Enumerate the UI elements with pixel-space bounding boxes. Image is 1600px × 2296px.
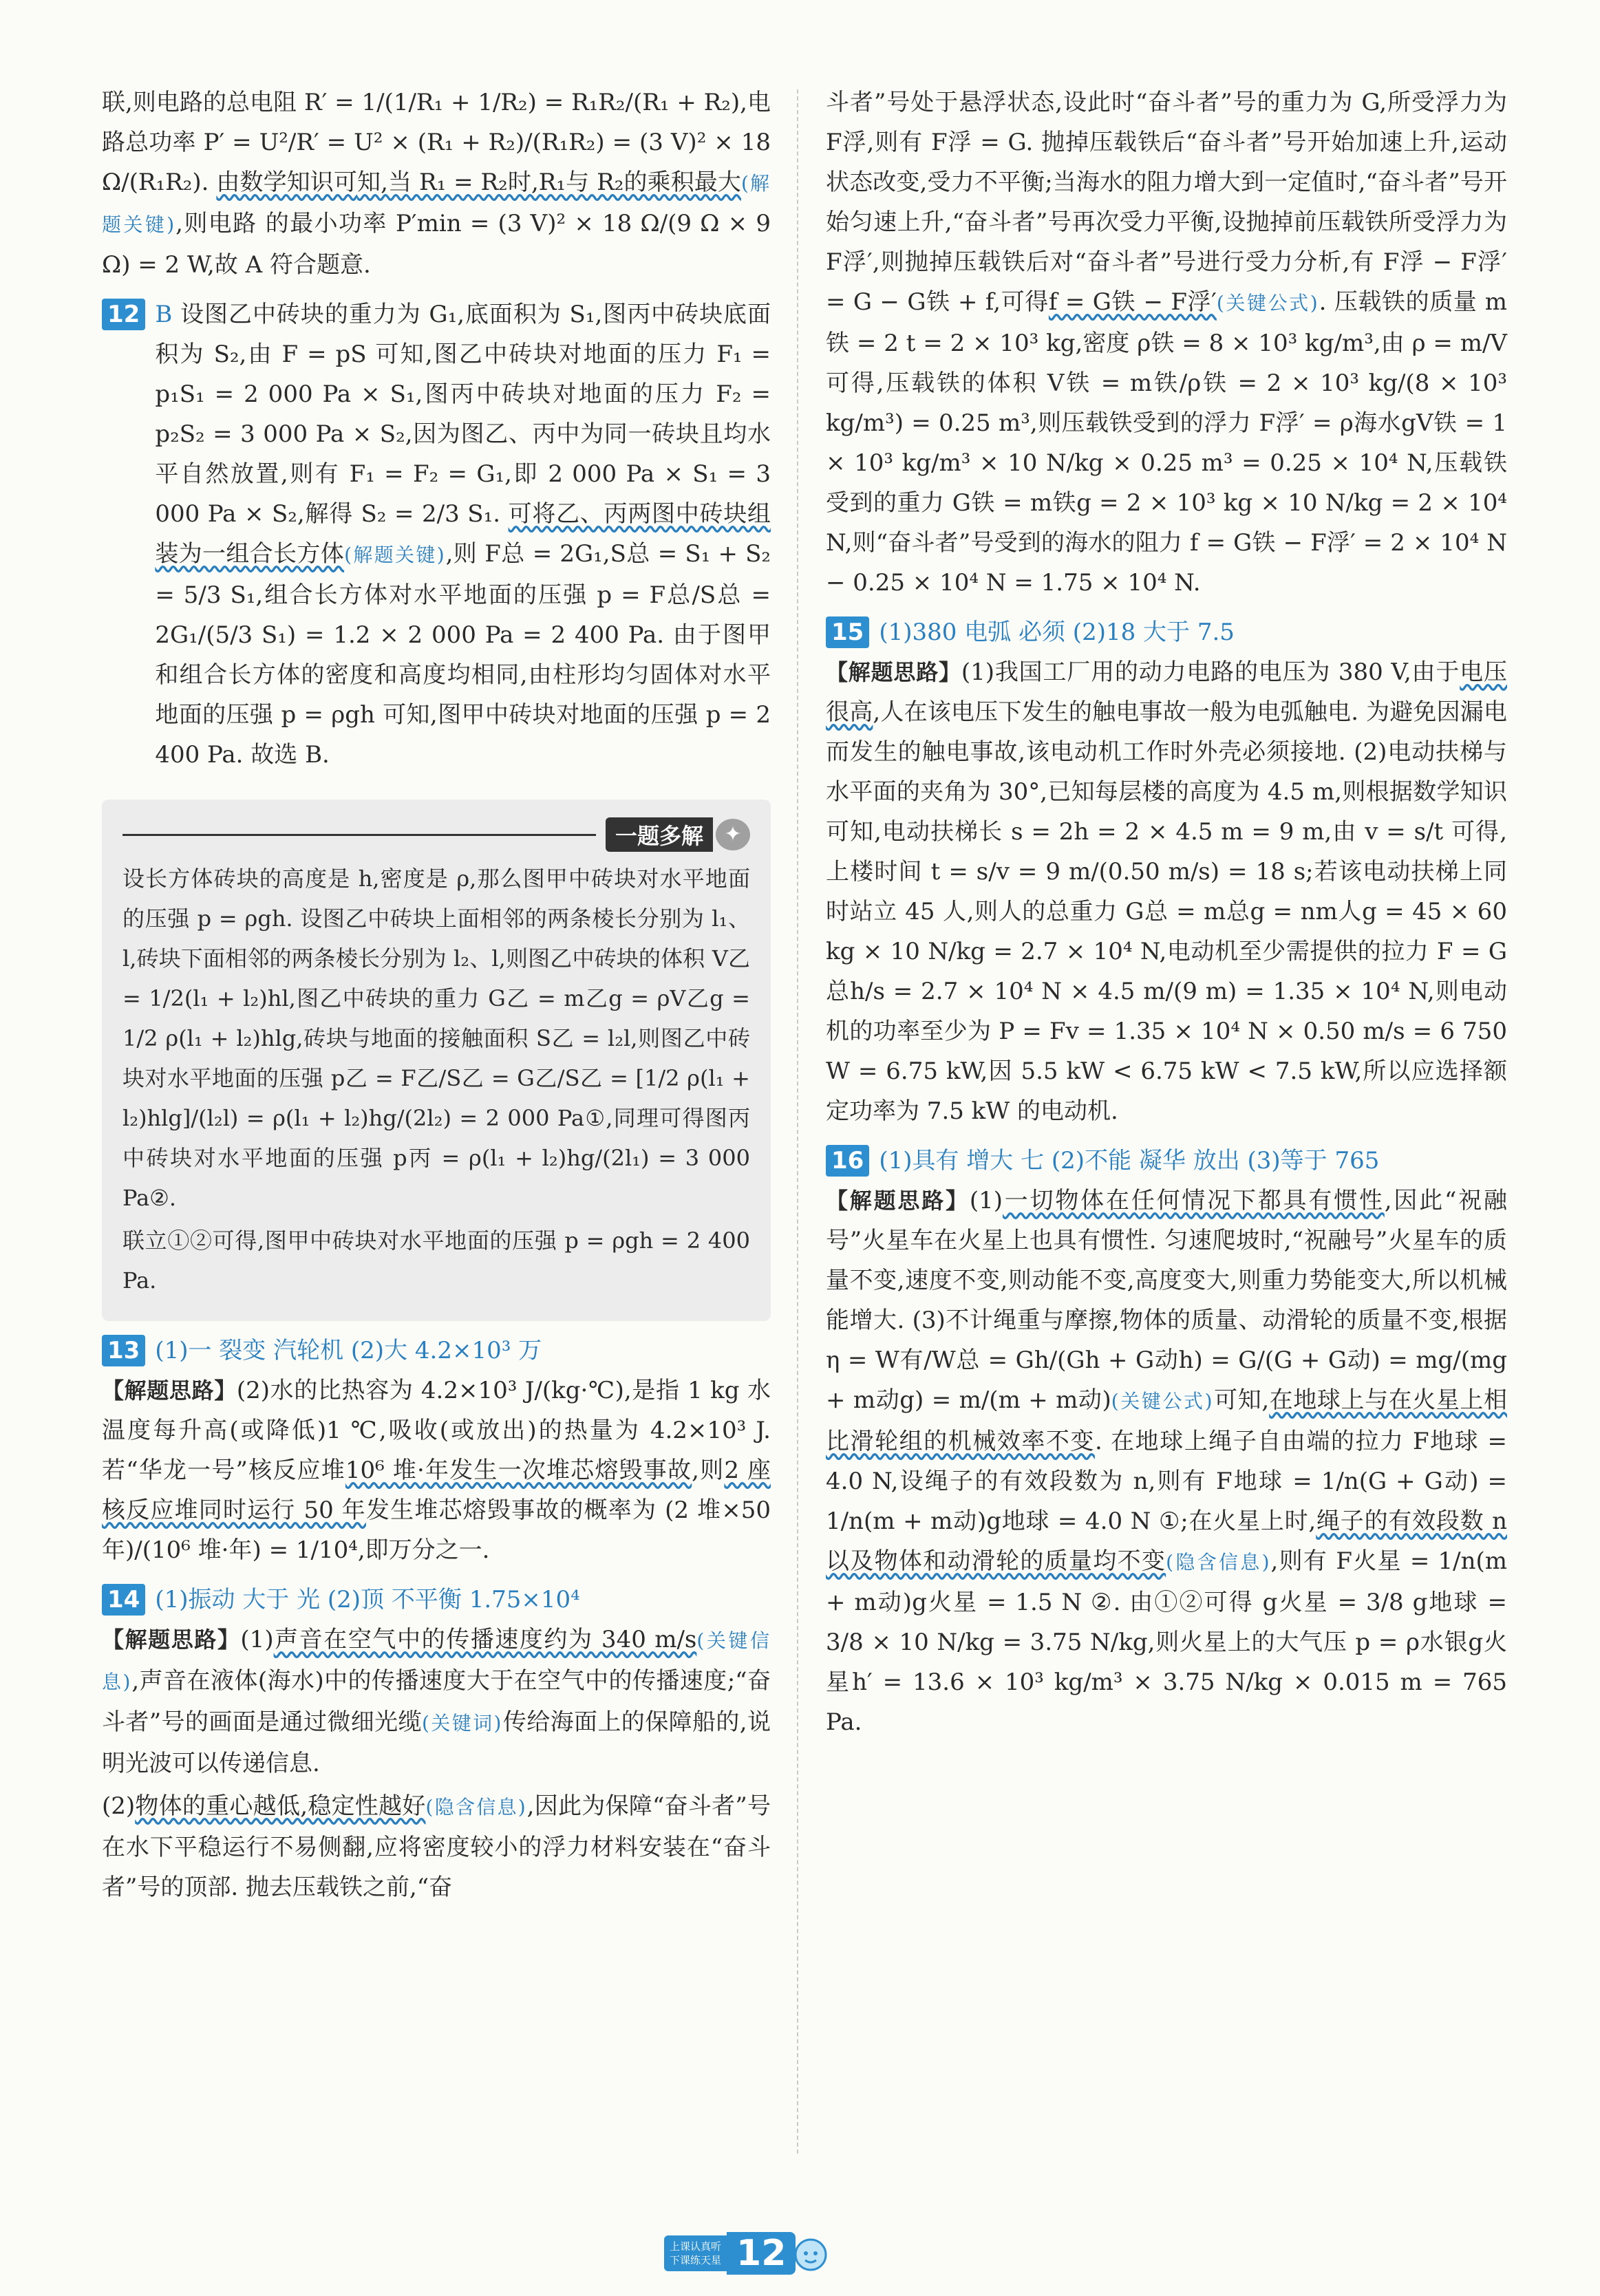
solution-text: ,则 F总 = 2G₁,S总 = S₁ + S₂ = 5/3 S₁,组合长方体对水平地面的压强 p = F总/S总 = 2G₁/(5/3 S₁) = 1.2 × 2 000 Pa = 2 400 Pa. 由于图甲和组合长方体的密度和高度均相同,由柱形均匀固体对水平地面的压强 p = ρgh 可知,图甲中砖块对地面的压强 p = 2 400 Pa. 故选 B. [155, 540, 771, 769]
solution-text: (1)我国工厂用的动力电路的电压为 380 V,由于 [961, 658, 1460, 686]
question-12 [102, 294, 771, 775]
q16-solution [826, 1181, 1507, 1742]
slogan-line: 下课练天星 [670, 2254, 722, 2266]
question-number: 13 [102, 1335, 145, 1366]
q14-solution-part1 [102, 1620, 771, 1783]
underlined-key-text: 电压很高 [826, 658, 1507, 726]
solution-text: 微细光缆 [327, 1708, 422, 1736]
answer: (1)振动 大于 光 (2)顶 不平衡 1.75×10⁴ [155, 1586, 580, 1613]
solution-text: ,则 [692, 1457, 725, 1484]
q15-solution [826, 652, 1507, 1131]
annotation-tag: (隐含信息) [1166, 1551, 1271, 1574]
section-label: 【解题思路】 [102, 1377, 237, 1404]
annotation-tag: (解题关键) [102, 172, 771, 236]
question-number: 12 [102, 299, 145, 330]
column-divider [797, 89, 798, 2154]
solution-text: 斗者”号处于悬浮状态,设此时“奋斗者”号的重力为 G,所受浮力为 F浮,则有 F浮 = G. 抛掉压载铁后“奋斗者”号开始加速上升,运动状态改变,受力不平衡;当海水的阻力增大到一定值时,“奋斗者”号开始匀速上升,“奋斗者”号再次受力平衡,设抛掉前压载铁所受浮力为 F浮′,则抛掉压载铁后对“奋斗者”号进行受力分析,有 F浮 − F浮′ = G − G铁 + f,可得 [826, 89, 1507, 316]
solution-text: . 在地球上绳子自由端的拉力 F地球 = 4.0 N,设绳子的有效段数为 n,则有 F地球 = 1/n(G + G动) = 1/n(m + m动)g地球 = 4.0 N ①;在火星上时, [826, 1428, 1507, 1535]
annotation-tag: (解题关键) [344, 544, 446, 566]
solution-text: ,人在该电压下发生的触电事故一般为电弧触电. 为避免因漏电而发生的触电事故,该电动机工作时外壳必须接地. (2)电动扶梯与水平面的夹角为 30°,已知每层楼的高度为 4.5 m,则根据数学知识可知,电动扶梯长 s = 2h = 2 × 4.5 m = 9 m,由 v = s/t 可得,上楼时间 t = s/v = 9 m/(0.50 m/s) = 18 s;若该电动扶梯上同时站立 45 人,则人的总重力 G总 = m总g = nm人g = 45 × 60 kg × 10 N/kg = 2.7 × 10⁴ N,电动机至少需提供的拉力 F = G总h/s = 2.7 × 10⁴ N × 4.5 m/(9 m) = 1.35 × 10⁴ N,则电动机的功率至少为 P = Fv = 1.35 × 10⁴ N × 0.50 m/s = 6 750 W = 6.75 kW,因 5.5 kW < 6.75 kW < 7.5 kW,所以应选择额定功率为 7.5 kW 的电动机. [826, 698, 1508, 1125]
underlined-key-text: 2 座核反应堆同时运行 50 年 [102, 1457, 771, 1524]
q13-solution [102, 1371, 771, 1570]
page-number: 12 [727, 2232, 796, 2275]
q14-continuation [826, 83, 1507, 603]
section-label: 【解题思路】 [826, 659, 961, 685]
question-number: 14 [102, 1584, 145, 1616]
annotation-tag: (关键信息) [102, 1629, 771, 1693]
solution-text: 发生堆芯熔毁事故的概率为 (2 堆×50 年)/(10⁶ 堆·年) = 1/10⁴,即万分之一. [102, 1496, 771, 1564]
text-line: ,则电路 [175, 210, 257, 237]
solution-text: ,则有 F火星 = 1/n(m + m动)g火星 = 1.5 N ②. 由①②可得 g火星 = 3/8 g地球 = 3/8 × 10 N/kg = 3.75 N/kg,则火星上的大气压 p = ρ水银g火星h′ = 13.6 × 10³ kg/m³ × 3.75 N/kg × 0.015 m = 765 Pa. [826, 1547, 1507, 1736]
q12-solution [155, 294, 771, 775]
text-line: 的最小功率 P′min = (3 V)² × 18 Ω/(9 Ω × 9 Ω) = 2 W,故 A 符合题意. [102, 210, 771, 279]
question-15 [826, 612, 1507, 652]
section-label: 【解题思路】 [826, 1188, 970, 1214]
multiple-solutions-box [102, 800, 771, 1321]
box-title-label: 一题多解 [606, 817, 713, 852]
box-text: 设长方体砖块的高度是 h,密度是 ρ,那么图甲中砖块对水平地面的压强 p = ρgh. 设图乙中砖块上面相邻的两条棱长分别为 l₁、l,砖块下面相邻的两条棱长分别为 l₂、l,则图乙中砖块的体积 V乙 = 1/2(l₁ + l₂)hl,图乙中砖块的重力 G乙 = m乙g = ρV乙g = 1/2 ρ(l₁ + l₂)hlg,砖块与地面的接触面积 S乙 = l₂l,则图乙中砖块对水平地面的压强 p乙 = F乙/S乙 = G乙/S乙 = [1/2 ρ(l₁ + l₂)hlg]/(l₂l) = ρ(l₁ + l₂)hg/(2l₂) = 2 000 Pa①,同理可得图丙中砖块对水平地面的压强 p丙 = ρ(l₁ + l₂)hg/(2l₁) = 3 000 Pa②. [122, 866, 750, 1211]
annotation-tag: (隐含信息) [425, 1796, 527, 1818]
underlined-key-text: 10⁶ 堆·年发生一次堆芯熔毁事故 [345, 1457, 692, 1484]
text-line: 联,则电路的总电阻 R′ = 1/(1/R₁ + 1/R₂) = R₁R₂/(R₁ + R₂),电路总功率 [102, 89, 771, 156]
q14-solution-part2 [102, 1786, 771, 1907]
footer-slogan [664, 2235, 727, 2271]
left-column [102, 83, 771, 1907]
underlined-key-text: f = G铁 − F浮′ [1048, 288, 1217, 316]
solution-text: . 压载铁的质量 m铁 = 2 t = 2 × 10³ kg,密度 ρ铁 = 8 × 10³ kg/m³,由 ρ = m/V 可得,压载铁的体积 V铁 = m铁/ρ铁 = 2 × 10³ kg/(8 × 10³ kg/m³) = 0.25 m³,则压载铁受到的浮力 F浮′ = ρ海水gV铁 = 1 × 10³ kg/m³ × 10 N/kg × 0.25 m³ = 0.25 × 10⁴ N,压载铁受到的重力 G铁 = m铁g = 2 × 10³ kg × 10 N/kg = 2 × 10⁴ N,则“奋斗者”号受到的海水的阻力 f = G铁 − F浮′ = 2 × 10⁴ N − 0.25 × 10⁴ N = 1.75 × 10⁴ N. [826, 288, 1507, 597]
solution-text: 传给海面上的保障船的,说明光波可以传递信息. [102, 1708, 771, 1777]
page-footer [664, 2229, 939, 2277]
underlined-key-text: 知,当 R₁ = R₂时,R₁与 R₂的乘积最大 [356, 169, 741, 196]
underlined-key-text: 可将乙、丙两图中砖块组装为一组合长方体 [155, 500, 771, 568]
answer: (1)一 裂变 汽轮机 (2)大 4.2×10³ 万 [155, 1337, 542, 1364]
text-line: P′ = U²/R′ = U² × (R₁ + R₂)/(R₁R₂) = (3 V)² × 18 Ω/(R₁R₂). [102, 129, 771, 196]
solution-text: 可知, [1213, 1386, 1270, 1414]
answer: (1)380 电弧 必须 (2)18 大于 7.5 [879, 619, 1235, 646]
star-icon: ✦ [716, 819, 750, 850]
solution-text: ,声音在液体(海水)中的传播速度大于在空气中的传播速度;“奋斗者”号的画面是通过 [102, 1667, 771, 1736]
box-text: 联立①②可得,图甲中砖块对水平地面的压强 p = ρgh = 2 400 Pa. [122, 1227, 750, 1294]
underlined-key-text: 一切物体在任何情况下都具有惯性 [1002, 1187, 1385, 1214]
annotation-tag: (关键词) [421, 1712, 503, 1735]
q11-continuation [102, 83, 771, 285]
underlined-key-text: 绳子的有效段数 n 以及物体和动滑轮的质量均不变 [826, 1508, 1507, 1575]
answer: (1)具有 增大 七 (2)不能 凝华 放出 (3)等于 765 [879, 1147, 1380, 1174]
underlined-key-text: 物体的重心越低,稳定性越好 [135, 1792, 426, 1820]
solution-text: (1) [969, 1187, 1003, 1214]
solution-text: 设图乙中砖块的重力为 G₁,底面积为 S₁,图丙中砖块底面积为 S₂,由 F = pS 可知,图乙中砖块对地面的压力 F₁ = p₁S₁ = 2 000 Pa × S₁,图丙中砖块对地面的压力 F₂ = p₂S₂ = 3 000 Pa × S₂,因为图乙、丙中为同一砖块且均水平自然放置,则有 F₁ = F₂ = G₁,即 2 000 Pa × S₁ = 3 000 Pa × S₂,解得 S₂ = 2/3 S₁. [155, 301, 771, 528]
question-14 [102, 1580, 771, 1620]
solution-text: ,因此为保障“奋斗者”号在水下平稳运行不易侧翻,应将密度较小的浮力材料安装在“奋斗者”号的顶部. 抛去压载铁之前,“奋 [102, 1792, 771, 1901]
solution-text: (2)水的比热容为 4.2×10³ J/(kg·℃),是指 1 kg 水温度每升高(或降低)1 ℃,吸收(或放出)的热量为 4.2×10³ J. 若“华龙一号”核反应堆 [102, 1377, 771, 1484]
question-number: 15 [826, 616, 869, 648]
underlined-key-text: 在地球上与在火星上相比滑轮组的机械效率不变 [826, 1386, 1508, 1455]
annotation-tag: (关键公式) [1216, 292, 1319, 314]
slogan-line: 上课认真听 [670, 2240, 722, 2253]
section-label: 【解题思路】 [102, 1627, 241, 1653]
title-rule [122, 834, 596, 836]
question-number: 16 [826, 1145, 869, 1177]
mascot-icon [790, 2233, 831, 2274]
underlined-key-text: 声音在空气中的传播速度约为 340 m/s [273, 1626, 697, 1653]
solution-text: ,因此“祝融号”火星车在火星上也具有惯性. 匀速爬坡时,“祝融号”火星车的质量不变,速度不变,则动能不变,高度变大,则重力势能变大,所以机械能增大. (3)不计绳重与摩擦,物体的质量、动滑轮的质量不变,根据 η = W有/W总 = Gh/(Gh + G动h) = G/(G + G动) = mg/(mg + m动g) = m/(m + m动) [826, 1187, 1507, 1414]
box-title [122, 817, 750, 852]
solution-text: (1) [240, 1626, 274, 1653]
underlined-key-text: 由数学知识可 [216, 169, 357, 196]
annotation-tag: (关键公式) [1111, 1390, 1214, 1413]
right-column [826, 83, 1507, 1742]
question-16 [826, 1141, 1507, 1181]
answer: B [155, 301, 173, 328]
solution-text: (2) [102, 1792, 136, 1820]
question-13 [102, 1331, 771, 1371]
